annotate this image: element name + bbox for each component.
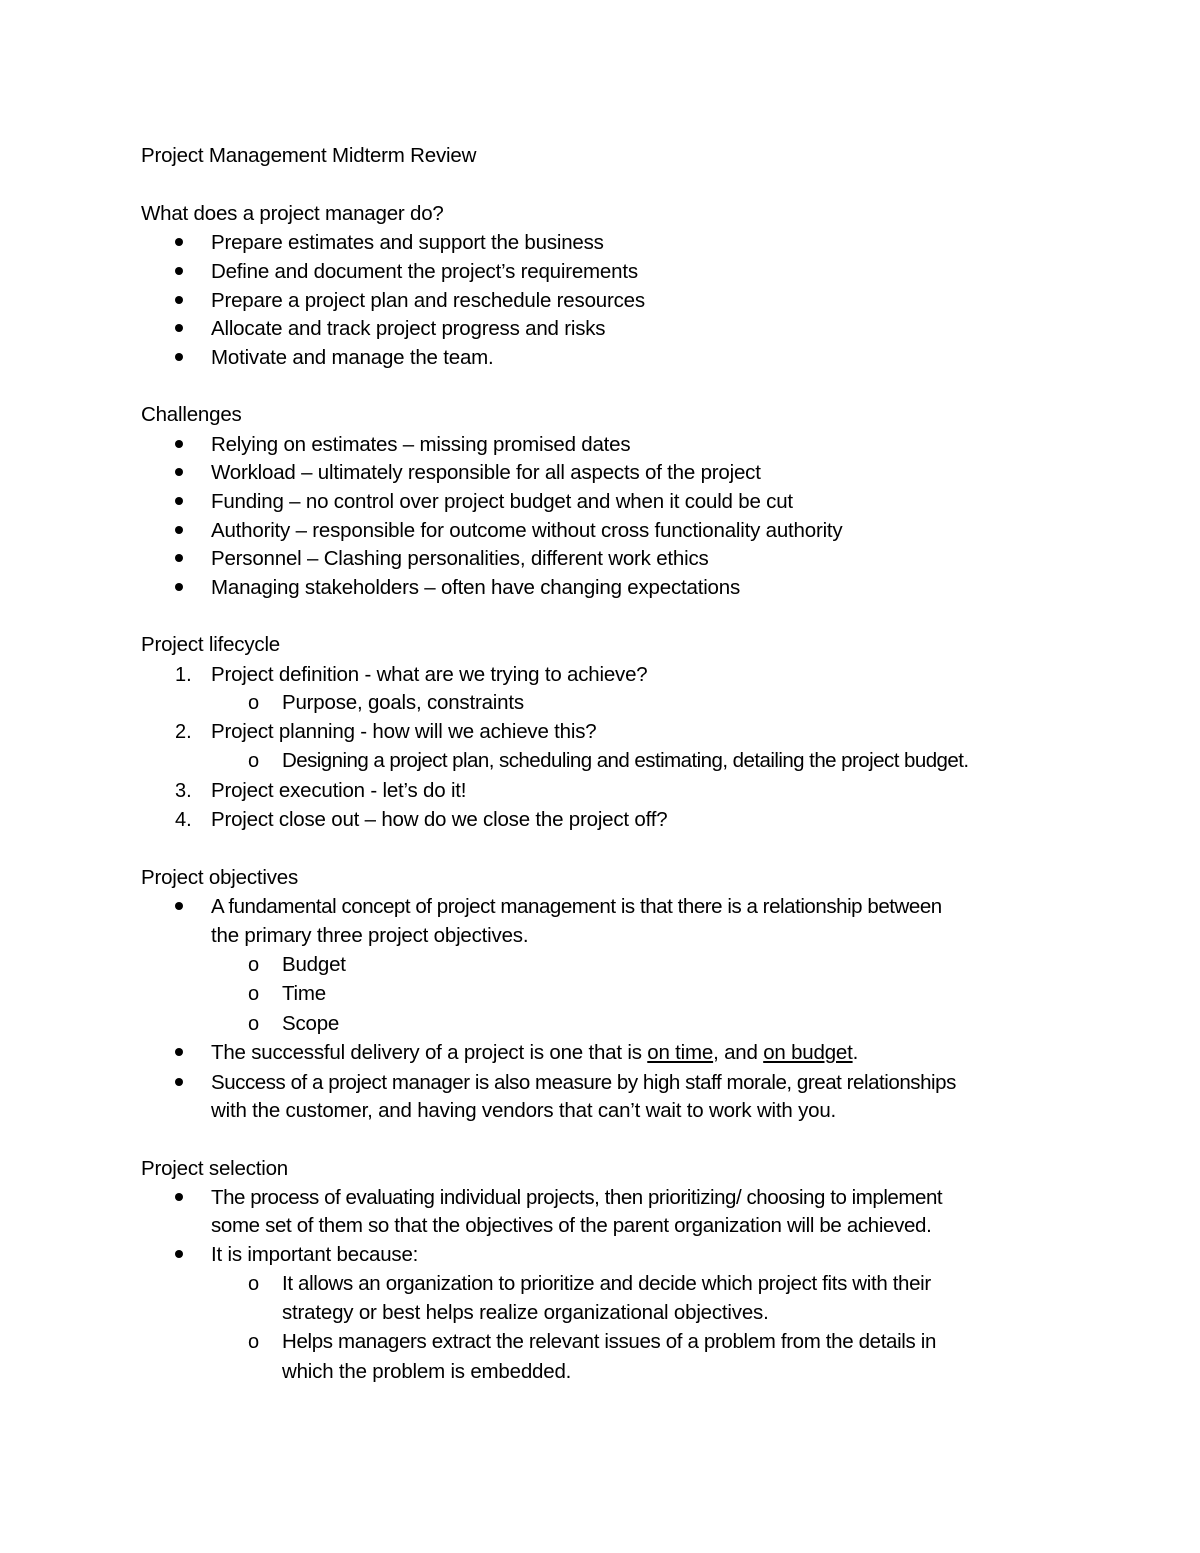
sub-bullet-icon: o [248,983,260,1005]
text-span: , and [713,1041,764,1064]
bullet-icon [175,296,183,304]
list-item: It is important because: [211,1243,419,1266]
bullet-icon [175,583,183,591]
list-item-continuation: some set of them so that the objectives of the parent organization will be achieved. [211,1214,932,1237]
bullet-icon [175,468,183,476]
sub-list-item: It allows an organization to prioritize and decide which project fits with their [282,1272,931,1295]
section-heading-lifecycle: Project lifecycle [141,633,281,656]
bullet-icon [175,440,183,448]
bullet-icon [175,324,183,332]
list-item: Relying on estimates – missing promised dates [211,433,631,456]
list-item [211,1041,858,1065]
section-heading-pm-duties: What does a project manager do? [141,202,444,225]
list-item: Project execution - let’s do it! [211,779,467,802]
bullet-icon [175,902,183,910]
list-item-continuation: the primary three project objectives. [211,924,529,947]
sub-bullet-icon: o [248,750,260,772]
bullet-icon [175,267,183,275]
section-heading-objectives: Project objectives [141,866,299,889]
text-span: The successful delivery of a project is one that is [211,1041,648,1064]
list-item: Project planning - how will we achieve this? [211,720,597,743]
list-item: Project close out – how do we close the project off? [211,808,668,831]
bullet-icon [175,238,183,246]
sub-list-item-continuation: which the problem is embedded. [282,1360,572,1383]
bullet-icon [175,554,183,562]
list-item-continuation: with the customer, and having vendors that can’t wait to work with you. [211,1099,837,1122]
sub-list-item: Time [282,982,326,1005]
sub-list-item: Designing a project plan, scheduling and estimating, detailing the project budget. [282,749,969,772]
list-item: Project definition - what are we trying to achieve? [211,663,648,686]
sub-bullet-icon: o [248,1331,260,1353]
list-number: 2. [175,721,192,743]
list-number: 1. [175,664,192,686]
list-item: Authority – responsible for outcome without cross functionality authority [211,519,843,542]
sub-list-item-continuation: strategy or best helps realize organizational objectives. [282,1301,769,1324]
list-item: Allocate and track project progress and risks [211,317,606,340]
list-item: Success of a project manager is also measure by high staff morale, great relationships [211,1071,956,1094]
bullet-icon [175,353,183,361]
list-item: Funding – no control over project budget and when it could be cut [211,490,793,513]
list-item: Prepare a project plan and reschedule resources [211,289,645,312]
bullet-icon [175,1250,183,1258]
sub-bullet-icon: o [248,954,260,976]
bullet-icon [175,1078,183,1086]
list-item: Define and document the project’s requirements [211,260,638,283]
text-span: . [852,1041,859,1064]
list-item: Workload – ultimately responsible for all aspects of the project [211,461,761,484]
list-item: The process of evaluating individual projects, then prioritizing/ choosing to implement [211,1186,943,1209]
bullet-icon [175,526,183,534]
underlined-on-time: on time [647,1041,714,1064]
list-number: 3. [175,780,192,802]
sub-list-item: Scope [282,1012,340,1035]
list-item: A fundamental concept of project management is that there is a relationship between [211,895,942,918]
list-item: Motivate and manage the team. [211,346,494,369]
sub-list-item: Helps managers extract the relevant issues of a problem from the details in [282,1330,936,1353]
sub-bullet-icon: o [248,1273,260,1295]
bullet-icon [175,1193,183,1201]
section-heading-selection: Project selection [141,1157,289,1180]
sub-list-item: Purpose, goals, constraints [282,691,524,714]
sub-bullet-icon: o [248,1013,260,1035]
sub-bullet-icon: o [248,692,260,714]
list-number: 4. [175,809,192,831]
list-item: Prepare estimates and support the business [211,231,604,254]
sub-list-item: Budget [282,953,346,976]
list-item: Managing stakeholders – often have changing expectations [211,576,741,599]
section-heading-challenges: Challenges [141,403,242,426]
bullet-icon [175,497,183,505]
bullet-icon [175,1048,183,1056]
underlined-on-budget: on budget [763,1041,853,1064]
document-title: Project Management Midterm Review [141,144,477,167]
list-item: Personnel – Clashing personalities, different work ethics [211,547,709,570]
